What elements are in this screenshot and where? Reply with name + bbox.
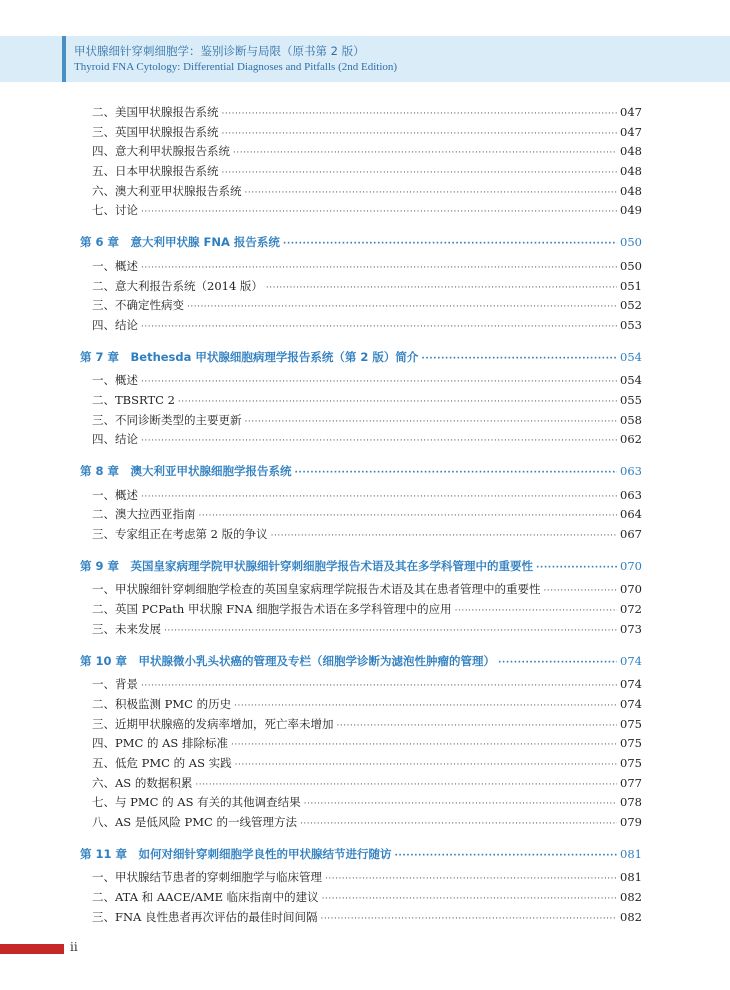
toc-entry-label: 三、近期甲状腺癌的发病率增加，死亡率未增加	[92, 716, 334, 731]
toc-entry-label: 二、积极监测 PMC 的历史	[92, 696, 232, 711]
toc-leader-dots	[421, 350, 617, 370]
toc-entry-label: 一、甲状腺结节患者的穿刺细胞学与临床管理	[92, 870, 322, 885]
toc-entry-label: 七、与 PMC 的 AS 有关的其他调查结果	[92, 795, 301, 810]
toc-leader-dots	[337, 717, 618, 737]
toc-item-row[interactable]	[80, 754, 642, 774]
toc-leader-dots	[141, 488, 617, 508]
toc-item-row[interactable]	[80, 715, 642, 735]
toc-page-number: 050	[620, 258, 642, 273]
toc-leader-dots	[222, 105, 618, 125]
toc-page-number: 063	[620, 487, 642, 502]
toc-entry-label: 五、日本甲状腺报告系统	[92, 164, 219, 179]
toc-item-row[interactable]	[80, 296, 642, 316]
toc-leader-dots	[322, 890, 617, 910]
toc-item-row[interactable]	[80, 201, 642, 221]
table-of-contents	[80, 103, 642, 927]
toc-entry-label: 二、美国甲状腺报告系统	[92, 105, 219, 119]
toc-item-row[interactable]	[80, 123, 642, 143]
toc-entry-label: 七、讨论	[92, 203, 138, 218]
toc-entry-label: 四、结论	[92, 317, 138, 332]
toc-page-number: 081	[620, 870, 642, 885]
toc-page-number: 053	[620, 317, 642, 332]
toc-item-row[interactable]	[80, 316, 642, 336]
toc-page-number: 063	[620, 464, 642, 478]
toc-page-number: 070	[620, 558, 642, 573]
toc-entry-label: 一、背景	[92, 677, 138, 692]
toc-item-row[interactable]	[80, 600, 642, 620]
toc-page-number: 049	[620, 203, 642, 218]
toc-entry-label: 三、FNA 良性患者再次评估的最佳时间间隔	[92, 909, 318, 924]
toc-leader-dots	[266, 279, 617, 299]
toc-leader-dots	[222, 125, 618, 145]
toc-entry-label: 第 8 章 澳大利亚甲状腺细胞学报告系统	[80, 464, 292, 478]
toc-leader-dots	[222, 164, 618, 184]
toc-leader-dots	[178, 393, 617, 413]
toc-item-row[interactable]	[80, 411, 642, 431]
toc-entry-label: 二、意大利报告系统（2014 版）	[92, 278, 263, 293]
toc-item-row[interactable]	[80, 908, 642, 928]
toc-leader-dots	[455, 602, 617, 622]
toc-leader-dots	[141, 318, 617, 338]
toc-leader-dots	[245, 184, 618, 204]
toc-leader-dots	[187, 298, 617, 318]
toc-chapter-row[interactable]	[80, 462, 642, 482]
toc-entry-label: 六、AS 的数据积累	[92, 775, 193, 790]
toc-page-number: 048	[620, 183, 642, 198]
toc-item-row[interactable]	[80, 142, 642, 162]
toc-leader-dots	[544, 582, 618, 602]
toc-item-row[interactable]	[80, 793, 642, 813]
toc-entry-label: 四、结论	[92, 432, 138, 447]
toc-page-number: 048	[620, 144, 642, 159]
toc-entry-label: 八、AS 是低风险 PMC 的一线管理方法	[92, 815, 297, 829]
toc-entry-label: 第 9 章 英国皇家病理学院甲状腺细针穿刺细胞学报告术语及其在多学科管理中的重要性	[80, 558, 534, 573]
toc-leader-dots	[300, 815, 617, 835]
toc-leader-dots	[235, 756, 617, 776]
toc-entry-label: 五、低危 PMC 的 AS 实践	[92, 755, 232, 770]
toc-item-row[interactable]	[80, 525, 642, 545]
toc-page-number: 048	[620, 164, 642, 179]
toc-entry-label: 二、澳大拉西亚指南	[92, 507, 196, 522]
toc-leader-dots	[245, 413, 618, 433]
toc-page-number: 074	[620, 696, 642, 711]
toc-item-row[interactable]	[80, 371, 642, 391]
footer-accent-bar	[0, 944, 64, 954]
toc-page-number: 082	[620, 890, 642, 905]
toc-item-row[interactable]	[80, 486, 642, 506]
toc-item-row[interactable]	[80, 734, 642, 754]
toc-leader-dots	[141, 203, 617, 223]
toc-chapter-row[interactable]	[80, 557, 642, 577]
toc-entry-label: 三、不同诊断类型的主要更新	[92, 412, 242, 427]
toc-page-number: 075	[620, 736, 642, 751]
toc-page-number: 058	[620, 412, 642, 427]
toc-entry-label: 一、概述	[92, 258, 138, 273]
toc-leader-dots	[141, 432, 617, 452]
toc-item-row[interactable]	[80, 430, 642, 450]
toc-item-row[interactable]	[80, 580, 642, 600]
toc-chapter-row[interactable]	[80, 652, 642, 672]
toc-item-row[interactable]	[80, 888, 642, 908]
toc-entry-label: 三、未来发展	[92, 621, 161, 636]
toc-leader-dots	[325, 870, 617, 890]
toc-leader-dots	[395, 847, 618, 867]
toc-leader-dots	[233, 144, 617, 164]
toc-leader-dots	[164, 622, 617, 642]
toc-leader-dots	[283, 235, 617, 255]
toc-page-number: 054	[620, 373, 642, 388]
toc-page-number: 075	[620, 716, 642, 731]
toc-leader-dots	[498, 654, 617, 674]
toc-entry-label: 四、PMC 的 AS 排除标准	[92, 736, 228, 751]
toc-leader-dots	[304, 795, 617, 815]
toc-page-number: 062	[620, 432, 642, 447]
toc-item-row[interactable]	[80, 813, 642, 833]
header-accent-bar	[62, 36, 66, 82]
toc-entry-label: 第 6 章 意大利甲状腺 FNA 报告系统	[80, 235, 280, 250]
toc-page-number: 077	[620, 775, 642, 790]
toc-entry-label: 一、甲状腺细针穿刺细胞学检查的英国皇家病理学院报告术语及其在患者管理中的重要性	[92, 582, 541, 597]
toc-entry-label: 四、意大利甲状腺报告系统	[92, 144, 230, 159]
toc-chapter-row[interactable]	[80, 233, 642, 253]
toc-leader-dots	[231, 736, 617, 756]
toc-entry-label: 三、不确定性病变	[92, 298, 184, 313]
toc-entry-label: 三、专家组正在考虑第 2 版的争议	[92, 527, 268, 542]
page-number: ii	[70, 940, 78, 954]
toc-entry-label: 第 7 章 Bethesda 甲状腺细胞病理学报告系统（第 2 版）简介	[80, 349, 419, 364]
toc-page-number: 047	[620, 105, 642, 119]
toc-chapter-row[interactable]	[80, 845, 642, 865]
toc-item-row[interactable]	[80, 182, 642, 202]
toc-leader-dots	[141, 373, 617, 393]
toc-item-row[interactable]	[80, 103, 642, 123]
toc-page-number: 081	[620, 846, 642, 861]
header-title-en: Thyroid FNA Cytology: Differential Diagnoses and Pitfalls (2nd Edition)	[74, 61, 398, 73]
toc-page-number: 072	[620, 602, 642, 617]
toc-page-number: 073	[620, 621, 642, 636]
toc-page-number: 047	[620, 124, 642, 139]
toc-leader-dots	[536, 559, 617, 579]
toc-item-row[interactable]	[80, 675, 642, 695]
toc-leader-dots	[321, 910, 618, 930]
toc-item-row[interactable]	[80, 391, 642, 411]
toc-page-number: 067	[620, 527, 642, 542]
toc-page-number: 070	[620, 582, 642, 597]
toc-leader-dots	[271, 527, 617, 547]
toc-page-number: 082	[620, 909, 642, 924]
toc-item-row[interactable]	[80, 277, 642, 297]
toc-item-row[interactable]	[80, 257, 642, 277]
toc-page-number: 055	[620, 392, 642, 407]
toc-leader-dots	[295, 464, 618, 484]
toc-entry-label: 二、ATA 和 AACE/AME 临床指南中的建议	[92, 890, 319, 905]
toc-page-number: 075	[620, 755, 642, 770]
toc-entry-label: 六、澳大利亚甲状腺报告系统	[92, 183, 242, 198]
toc-entry-label: 第 10 章 甲状腺微小乳头状癌的管理及专栏（细胞学诊断为滤泡性肿瘤的管理）	[80, 653, 496, 668]
toc-entry-label: 一、概述	[92, 487, 138, 502]
toc-item-row[interactable]	[80, 505, 642, 525]
toc-page-number: 078	[620, 795, 642, 810]
toc-entry-label: 一、概述	[92, 373, 138, 388]
toc-page-number: 050	[620, 235, 642, 250]
toc-item-row[interactable]	[80, 774, 642, 794]
toc-entry-label: 二、TBSRTC 2	[92, 392, 175, 407]
toc-page-number: 074	[620, 677, 642, 692]
toc-entry-label: 三、英国甲状腺报告系统	[92, 124, 219, 139]
toc-page-number: 051	[620, 278, 642, 293]
toc-page-number: 052	[620, 298, 642, 313]
toc-item-row[interactable]	[80, 162, 642, 182]
toc-page-number: 054	[620, 349, 642, 364]
toc-entry-label: 第 11 章 如何对细针穿刺细胞学良性的甲状腺结节进行随访	[80, 846, 392, 861]
toc-chapter-row[interactable]	[80, 348, 642, 368]
toc-entry-label: 二、英国 PCPath 甲状腺 FNA 细胞学报告术语在多学科管理中的应用	[92, 602, 452, 617]
toc-page-number: 079	[620, 815, 642, 829]
header-title-cn: 甲状腺细针穿刺细胞学：鉴别诊断与局限（原书第 2 版）	[74, 44, 365, 58]
toc-item-row[interactable]	[80, 868, 642, 888]
toc-item-row[interactable]	[80, 695, 642, 715]
toc-page-number: 074	[620, 653, 642, 668]
toc-item-row[interactable]	[80, 620, 642, 640]
toc-page-number: 064	[620, 507, 642, 522]
